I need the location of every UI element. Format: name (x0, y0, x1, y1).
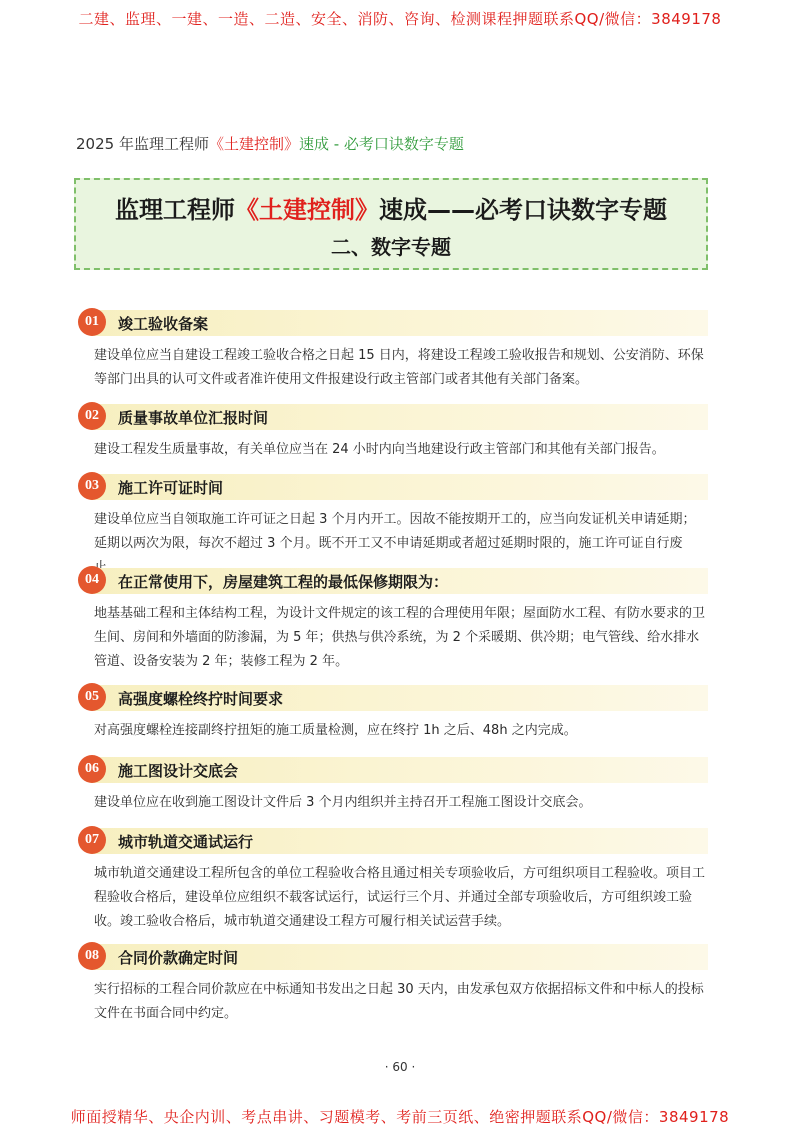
title-box (74, 178, 708, 270)
section-body: 建设单位应当自领取施工许可证之日起 3 个月内开工。因故不能按期开工的，应当向发证机关申请延期；延期以两次为限，每次不超过 3 个月。既不开工又不申请延期或者超过延期时限的，施工许可证自行废 (94, 512, 696, 551)
section-body: 对高强度螺栓连接副终拧扭矩的施工质量检测，应在终拧 1h 之后、48h 之内完成。 (94, 723, 577, 738)
section-header (78, 402, 708, 430)
page-number: · 60 · (384, 1060, 416, 1074)
top-promo-banner: 二建、监理、一建、一造、二造、安全、消防、咨询、检测课程押题联系QQ/微信：3849178 (78, 10, 722, 28)
main-title-subject: 《土建控制》 (235, 196, 379, 224)
section-number-badge: 05 (78, 683, 106, 711)
section-header (78, 308, 708, 336)
sub-title: 二、数字专题 (331, 235, 451, 259)
section-number-badge: 08 (78, 942, 106, 970)
section-05 (78, 683, 708, 743)
bottom-promo-banner: 师面授精华、央企内训、考点串讲、习题模考、考前三页纸、绝密押题联系QQ/微信：3849178 (70, 1108, 730, 1126)
section-header (78, 566, 708, 594)
section-number-badge: 02 (78, 402, 106, 430)
section-title: 高强度螺栓终拧时间要求 (118, 690, 284, 708)
section-title: 质量事故单位汇报时间 (118, 409, 269, 427)
section-header (78, 683, 708, 711)
section-body: 建设单位应当自建设工程竣工验收合格之日起 15 日内，将建设工程竣工验收报告和规划、公安消防、环保等部门出具的认可文件或者准许使用文件报建设行政主管部门或者其他有关部门备案。 (94, 348, 704, 387)
section-body: 建设工程发生质量事故，有关单位应当在 24 小时内向当地建设行政主管部门和其他有关部门报告。 (94, 442, 665, 457)
main-title-a: 监理工程师 (115, 196, 235, 224)
section-08 (78, 942, 708, 1026)
section-body: 地基基础工程和主体结构工程，为设计文件规定的该工程的合理使用年限；屋面防水工程、有防水要求的卫生间、房间和外墙面的防渗漏，为 5 年；供热与供冷系统，为 2 个采暖期、供冷期；电气管线、给水排水管道、设备安装为 2 年；装修工程为 2 年。 (94, 606, 706, 669)
section-title: 在正常使用下，房屋建筑工程的最低保修期限为： (118, 573, 449, 591)
section-title: 施工图设计交底会 (118, 762, 239, 780)
main-title (76, 190, 706, 225)
section-title: 竣工验收备案 (118, 315, 209, 333)
section-number-badge: 03 (78, 472, 106, 500)
section-01 (78, 308, 708, 392)
document-header (76, 133, 464, 154)
section-header (78, 472, 708, 500)
section-03 (78, 472, 708, 580)
section-body: 城市轨道交通建设工程所包含的单位工程验收合格且通过相关专项验收后，方可组织项目工程验收。项目工程验收合格后，建设单位应组织不载客试运行，试运行三个月、并通过全部专项验收后，方可组织竣工验收。竣工验收合格后，城市轨道交通建设工程方可履行相关试运营手续。 (94, 866, 706, 929)
section-number-badge: 07 (78, 826, 106, 854)
section-title: 施工许可证时间 (118, 479, 224, 497)
section-header (78, 755, 708, 783)
main-title-c: 速成——必考口诀数字专题 (379, 196, 667, 224)
section-04 (78, 566, 708, 674)
header-prefix: 2025 年监理工程师 (76, 135, 209, 153)
section-02 (78, 402, 708, 462)
header-suffix: 速成 - 必考口诀数字专题 (298, 135, 464, 153)
section-header (78, 826, 708, 854)
section-number-badge: 04 (78, 566, 106, 594)
section-title: 城市轨道交通试运行 (118, 833, 254, 851)
section-title: 合同价款确定时间 (118, 949, 239, 967)
section-body: 实行招标的工程合同价款应在中标通知书发出之日起 30 天内，由发承包双方依据招标文件和中标人的投标文件在书面合同中约定。 (94, 982, 704, 1021)
section-body: 建设单位应在收到施工图设计文件后 3 个月内组织并主持召开工程施工图设计交底会。 (94, 795, 592, 810)
section-number-badge: 06 (78, 755, 106, 783)
section-06 (78, 755, 708, 815)
section-07 (78, 826, 708, 934)
header-subject: 《土建控制》 (208, 135, 299, 153)
section-number-badge: 01 (78, 308, 106, 336)
section-header (78, 942, 708, 970)
